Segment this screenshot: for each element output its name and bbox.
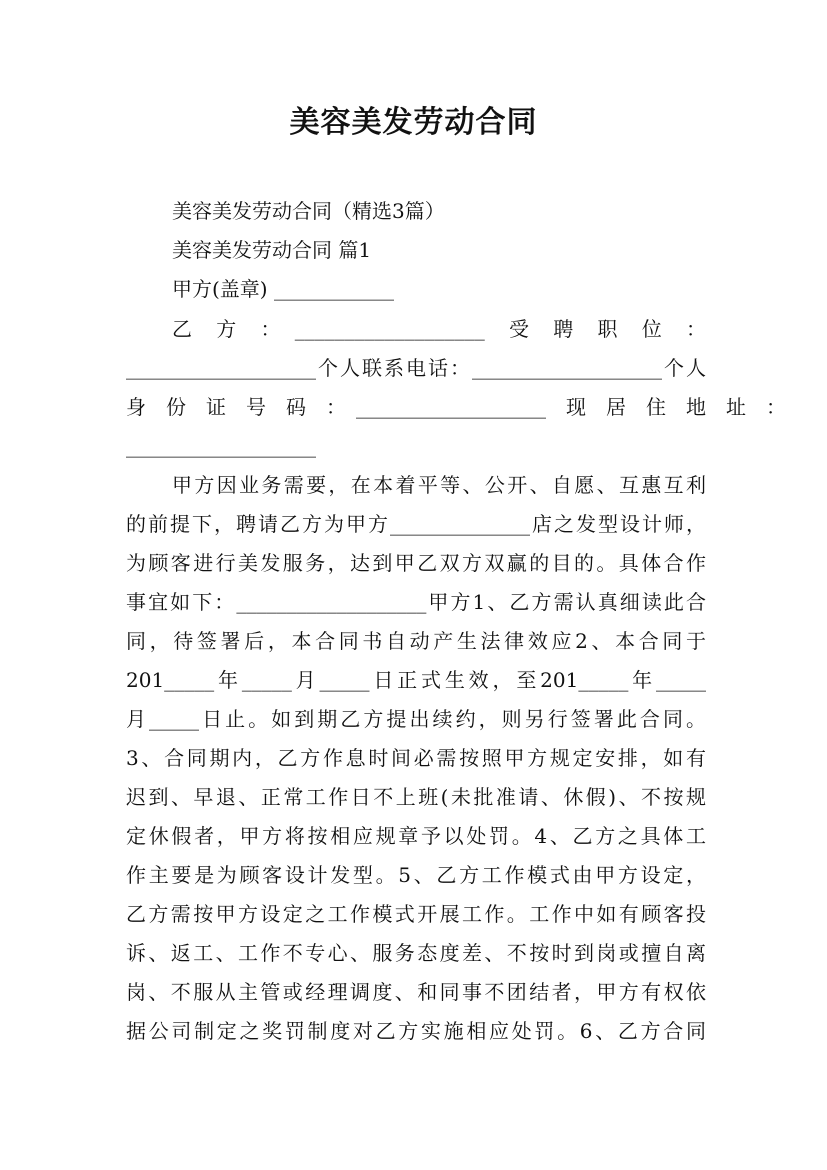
body-line: 月_____日止。如到期乙方提出续约，则另行签署此合同。: [126, 707, 706, 731]
party-b-line: 乙 方 ： ___________________ 受 聘 职 位 ：: [172, 317, 706, 341]
contact-phone-line: ___________________个人联系电话：___________________个人: [126, 356, 706, 380]
body-line: 岗、不服从主管或经理调度、和同事不团结者，甲方有权依: [126, 980, 706, 1004]
body-line: 作主要是为顾客设计发型。5、乙方工作模式由甲方设定，: [126, 863, 706, 887]
body-line: 201_____年_____月_____日正式生效，至201_____年_____: [126, 668, 706, 692]
subtitle-line: 美容美发劳动合同（精选3篇）: [172, 199, 445, 223]
address-blank-line: ___________________: [126, 434, 316, 458]
body-line: 为顾客进行美发服务，达到甲乙双方双赢的目的。具体合作: [126, 551, 706, 575]
body-line: 定休假者，甲方将按相应规章予以处罚。4、乙方之具体工: [126, 824, 706, 848]
body-line: 诉、返工、工作不专心、服务态度差、不按时到岗或擅自离: [126, 941, 706, 965]
body-line: 3、合同期内，乙方作息时间必需按照甲方规定安排，如有: [126, 746, 706, 770]
body-line: 迟到、早退、正常工作日不上班(未批准请、休假)、不按规: [126, 785, 706, 809]
section-heading: 美容美发劳动合同 篇1: [172, 238, 372, 262]
body-line: 的前提下，聘请乙方为甲方______________店之发型设计师，: [126, 512, 706, 536]
document-title: 美容美发劳动合同: [289, 105, 538, 140]
body-line: 据公司制定之奖罚制度对乙方实施相应处罚。6、乙方合同: [126, 1019, 706, 1043]
party-a-line: 甲方(盖章) ____________: [172, 277, 394, 301]
body-line: 乙方需按甲方设定之工作模式开展工作。工作中如有顾客投: [126, 902, 706, 926]
id-number-line: 身 份 证 号 码 ： ___________________ 现 居 住 地 址 ：: [126, 395, 786, 419]
body-line: 事宜如下：___________________甲方1、乙方需认真细读此合: [126, 590, 706, 614]
body-line: 甲方因业务需要，在本着平等、公开、自愿、互惠互利: [172, 473, 706, 497]
body-line: 同，待签署后，本合同书自动产生法律效应2、本合同于: [126, 629, 706, 653]
